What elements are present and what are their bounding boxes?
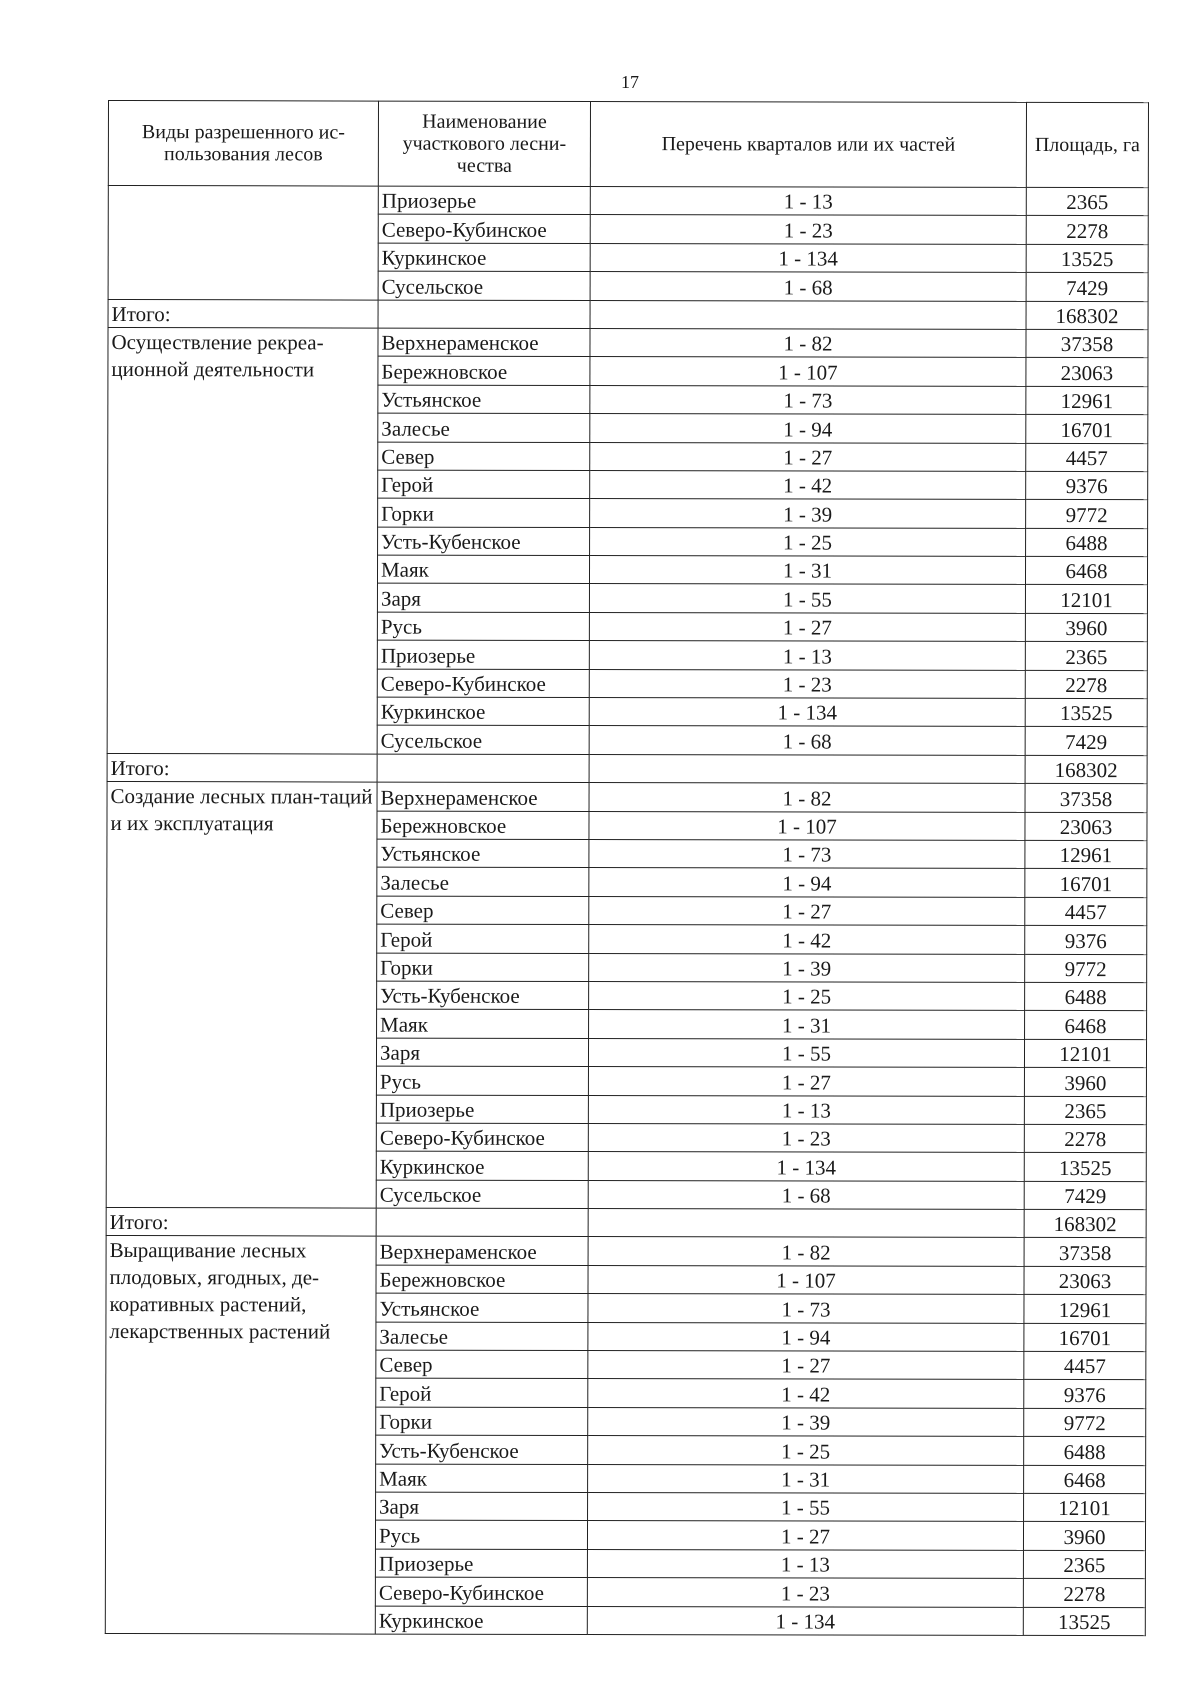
quarter-range-cell: 1 - 82 (588, 1237, 1024, 1266)
forestry-name-cell: Север (376, 1350, 588, 1379)
area-cell: 6488 (1025, 982, 1147, 1011)
quarter-range-cell: 1 - 39 (589, 953, 1025, 982)
forestry-name-cell: Русь (375, 1520, 587, 1549)
quarter-range-cell: 1 - 27 (589, 612, 1025, 641)
quarter-range-cell: 1 - 23 (587, 1578, 1023, 1607)
forest-use-table (105, 100, 1149, 1636)
quarter-range-cell: 1 - 42 (590, 470, 1026, 499)
forestry-name-cell: Верхнераменское (376, 1237, 588, 1266)
quarter-range-cell: 1 - 82 (590, 328, 1026, 357)
quarter-range-cell: 1 - 107 (590, 357, 1026, 386)
quarter-range-cell: 1 - 27 (588, 1067, 1024, 1096)
quarter-range-cell: 1 - 107 (588, 1265, 1024, 1294)
forestry-name-cell: Куркинское (377, 697, 589, 726)
quarter-range-cell: 1 - 55 (588, 1492, 1024, 1521)
quarter-range-cell: 1 - 31 (589, 1010, 1025, 1039)
table-row (108, 186, 1148, 217)
forestry-name-cell: Устьянское (378, 385, 590, 414)
quarter-range-cell: 1 - 23 (589, 669, 1025, 698)
forestry-name-cell: Залесье (377, 867, 589, 896)
area-cell: 6488 (1024, 1437, 1146, 1466)
forestry-name-cell: Верхнераменское (378, 328, 590, 357)
forestry-name-cell: Маяк (377, 1009, 589, 1038)
quarter-range-cell: 1 - 23 (590, 215, 1026, 244)
empty-cell (378, 300, 590, 329)
quarter-range-cell: 1 - 55 (589, 584, 1025, 613)
area-cell: 4457 (1024, 1351, 1146, 1380)
quarter-range-cell: 1 - 134 (587, 1606, 1023, 1635)
forestry-name-cell: Горки (377, 953, 589, 982)
total-label: Итого: (106, 1208, 376, 1237)
forestry-name-cell: Сусельское (377, 725, 589, 754)
quarter-range-cell: 1 - 94 (588, 1322, 1024, 1351)
quarter-range-cell: 1 - 134 (589, 698, 1025, 727)
quarter-range-cell: 1 - 68 (589, 726, 1025, 755)
area-cell: 9376 (1024, 1380, 1146, 1409)
forestry-name-cell: Герой (377, 924, 589, 953)
forestry-name-cell: Заря (376, 1038, 588, 1067)
forestry-name-cell: Залесье (376, 1322, 588, 1351)
quarter-range-cell: 1 - 25 (588, 1436, 1024, 1465)
total-row (107, 753, 1147, 784)
forestry-name-cell: Горки (376, 1407, 588, 1436)
area-cell: 9772 (1025, 954, 1147, 983)
area-cell: 12101 (1024, 1493, 1146, 1522)
area-cell: 12101 (1024, 1039, 1146, 1068)
area-cell: 4457 (1026, 443, 1148, 472)
area-cell: 7429 (1026, 273, 1148, 302)
forestry-name-cell: Приозерье (375, 1549, 587, 1578)
forestry-name-cell: Верхнераменское (377, 782, 589, 811)
area-cell: 9376 (1025, 926, 1147, 955)
area-cell: 3960 (1023, 1522, 1145, 1551)
total-label: Итого: (107, 753, 377, 782)
forestry-name-cell: Маяк (376, 1464, 588, 1493)
quarter-range-cell: 1 - 134 (590, 243, 1026, 272)
quarter-range-cell: 1 - 107 (589, 811, 1025, 840)
quarter-range-cell: 1 - 73 (589, 839, 1025, 868)
forestry-name-cell: Куркинское (375, 1606, 587, 1635)
forestry-name-cell: Усть-Кубенское (376, 1435, 588, 1464)
header-quarters: Перечень кварталов или их частей (590, 102, 1026, 188)
area-cell: 9772 (1024, 1408, 1146, 1437)
forestry-name-cell: Северо-Кубинское (375, 1577, 587, 1606)
quarter-range-cell: 1 - 42 (589, 925, 1025, 954)
quarter-range-cell: 1 - 68 (588, 1180, 1024, 1209)
area-cell: 2278 (1024, 1124, 1146, 1153)
forestry-name-cell: Северо-Кубинское (376, 1123, 588, 1152)
forestry-name-cell: Герой (378, 470, 590, 499)
forestry-name-cell: Куркинское (376, 1151, 588, 1180)
area-cell: 13525 (1025, 698, 1147, 727)
header-kind: Виды разрешенного ис-пользования лесов (108, 101, 378, 187)
area-cell: 6488 (1026, 528, 1148, 557)
kind-cell-plantations: Создание лесных план-таций и их эксплуатация (106, 782, 377, 1208)
quarter-range-cell: 1 - 13 (588, 1095, 1024, 1124)
kind-cell-recreation: Осуществление рекреа-ционной деятельности (107, 327, 378, 753)
forestry-name-cell: Приозерье (376, 1095, 588, 1124)
kind-cell-empty (108, 186, 378, 300)
quarter-range-cell: 1 - 13 (589, 641, 1025, 670)
area-cell: 2278 (1023, 1579, 1145, 1608)
area-cell: 12101 (1025, 585, 1147, 614)
area-cell: 6468 (1024, 1465, 1146, 1494)
quarter-range-cell: 1 - 55 (588, 1038, 1024, 1067)
quarter-range-cell: 1 - 42 (588, 1379, 1024, 1408)
forest-use-table-wrapper (105, 100, 1149, 1636)
quarter-range-cell: 1 - 25 (589, 981, 1025, 1010)
area-cell: 13525 (1026, 244, 1148, 273)
forestry-name-cell: Герой (376, 1378, 588, 1407)
forestry-name-cell: Русь (376, 1066, 588, 1095)
area-cell: 16701 (1025, 869, 1147, 898)
total-row (106, 1208, 1146, 1239)
forestry-name-cell: Заря (377, 584, 589, 613)
forestry-name-cell: Северо-Кубинское (377, 669, 589, 698)
forestry-name-cell: Сусельское (376, 1180, 588, 1209)
area-cell: 2365 (1023, 1550, 1145, 1579)
quarter-range-cell: 1 - 27 (590, 442, 1026, 471)
area-cell: 23063 (1024, 1266, 1146, 1295)
forestry-name-cell: Куркинское (378, 243, 590, 272)
area-cell: 2278 (1025, 670, 1147, 699)
area-cell: 7429 (1025, 727, 1147, 756)
forestry-name-cell: Бережновское (377, 811, 589, 840)
area-cell: 7429 (1024, 1181, 1146, 1210)
area-cell: 4457 (1025, 897, 1147, 926)
area-cell: 9772 (1026, 500, 1148, 529)
header-area: Площадь, га (1026, 102, 1148, 187)
forestry-name-cell: Заря (376, 1492, 588, 1521)
forestry-name-cell: Северо-Кубинское (378, 214, 590, 243)
quarter-range-cell: 1 - 27 (588, 1351, 1024, 1380)
forestry-name-cell: Усть-Кубенское (378, 527, 590, 556)
area-cell: 12961 (1025, 840, 1147, 869)
quarter-range-cell: 1 - 31 (589, 556, 1025, 585)
area-cell: 9376 (1026, 471, 1148, 500)
forestry-name-cell: Бережновское (376, 1265, 588, 1294)
area-cell: 13525 (1024, 1153, 1146, 1182)
forestry-name-cell: Приозерье (378, 186, 590, 215)
quarter-range-cell: 1 - 25 (590, 527, 1026, 556)
quarter-range-cell: 1 - 94 (589, 868, 1025, 897)
forestry-name-cell: Горки (378, 498, 590, 527)
forestry-name-cell: Сусельское (378, 271, 590, 300)
header-forestry: Наименование участкового лесни-чества (378, 101, 590, 186)
quarter-range-cell: 1 - 73 (590, 385, 1026, 414)
page-number: 17 (621, 72, 639, 92)
kind-cell-cultivation: Выращивание лесных плодовых, ягодных, де-коративных растений, лекарственных растений (105, 1236, 376, 1634)
quarter-range-cell: 1 - 13 (590, 187, 1026, 216)
forestry-name-cell: Бережновское (378, 356, 590, 385)
empty-cell (590, 300, 1026, 329)
forestry-name-cell: Север (378, 442, 590, 471)
forestry-name-cell: Устьянское (376, 1293, 588, 1322)
forestry-name-cell: Приозерье (377, 640, 589, 669)
quarter-range-cell: 1 - 31 (588, 1464, 1024, 1493)
area-cell: 2365 (1024, 1096, 1146, 1125)
table-body (105, 186, 1148, 1636)
quarter-range-cell: 1 - 27 (589, 896, 1025, 925)
forestry-name-cell: Усть-Кубенское (377, 981, 589, 1010)
table-row (108, 327, 1148, 358)
quarter-range-cell: 1 - 23 (588, 1123, 1024, 1152)
header-row (108, 101, 1148, 188)
forestry-name-cell: Маяк (377, 555, 589, 584)
area-cell: 3960 (1024, 1068, 1146, 1097)
area-cell: 12961 (1024, 1295, 1146, 1324)
area-cell: 6468 (1025, 1011, 1147, 1040)
area-cell: 37358 (1024, 1238, 1146, 1267)
area-cell: 13525 (1023, 1607, 1145, 1636)
area-cell: 2278 (1026, 216, 1148, 245)
area-cell: 23063 (1026, 358, 1148, 387)
table-row (106, 1236, 1146, 1267)
area-cell: 2365 (1026, 187, 1148, 216)
quarter-range-cell: 1 - 39 (590, 499, 1026, 528)
total-area-cell: 168302 (1024, 1209, 1146, 1238)
area-cell: 12961 (1026, 386, 1148, 415)
area-cell: 16701 (1024, 1323, 1146, 1352)
quarter-range-cell: 1 - 82 (589, 783, 1025, 812)
empty-cell (588, 1209, 1024, 1238)
quarter-range-cell: 1 - 73 (588, 1294, 1024, 1323)
forestry-name-cell: Север (377, 896, 589, 925)
quarter-range-cell: 1 - 94 (590, 414, 1026, 443)
area-cell: 37358 (1026, 329, 1148, 358)
quarter-range-cell: 1 - 134 (588, 1152, 1024, 1181)
area-cell: 3960 (1025, 613, 1147, 642)
quarter-range-cell: 1 - 39 (588, 1407, 1024, 1436)
quarter-range-cell: 1 - 13 (587, 1549, 1023, 1578)
empty-cell (589, 754, 1025, 783)
empty-cell (376, 1208, 588, 1237)
table-row (107, 782, 1147, 813)
total-label: Итого: (108, 299, 378, 328)
forestry-name-cell: Русь (377, 612, 589, 641)
quarter-range-cell: 1 - 68 (590, 272, 1026, 301)
total-area-cell: 168302 (1026, 301, 1148, 330)
empty-cell (377, 754, 589, 783)
area-cell: 6468 (1025, 557, 1147, 586)
total-row (108, 299, 1148, 330)
area-cell: 23063 (1025, 812, 1147, 841)
area-cell: 16701 (1026, 415, 1148, 444)
area-cell: 2365 (1025, 642, 1147, 671)
quarter-range-cell: 1 - 27 (587, 1521, 1023, 1550)
forestry-name-cell: Залесье (378, 413, 590, 442)
area-cell: 37358 (1025, 784, 1147, 813)
forestry-name-cell: Устьянское (377, 839, 589, 868)
total-area-cell: 168302 (1025, 755, 1147, 784)
